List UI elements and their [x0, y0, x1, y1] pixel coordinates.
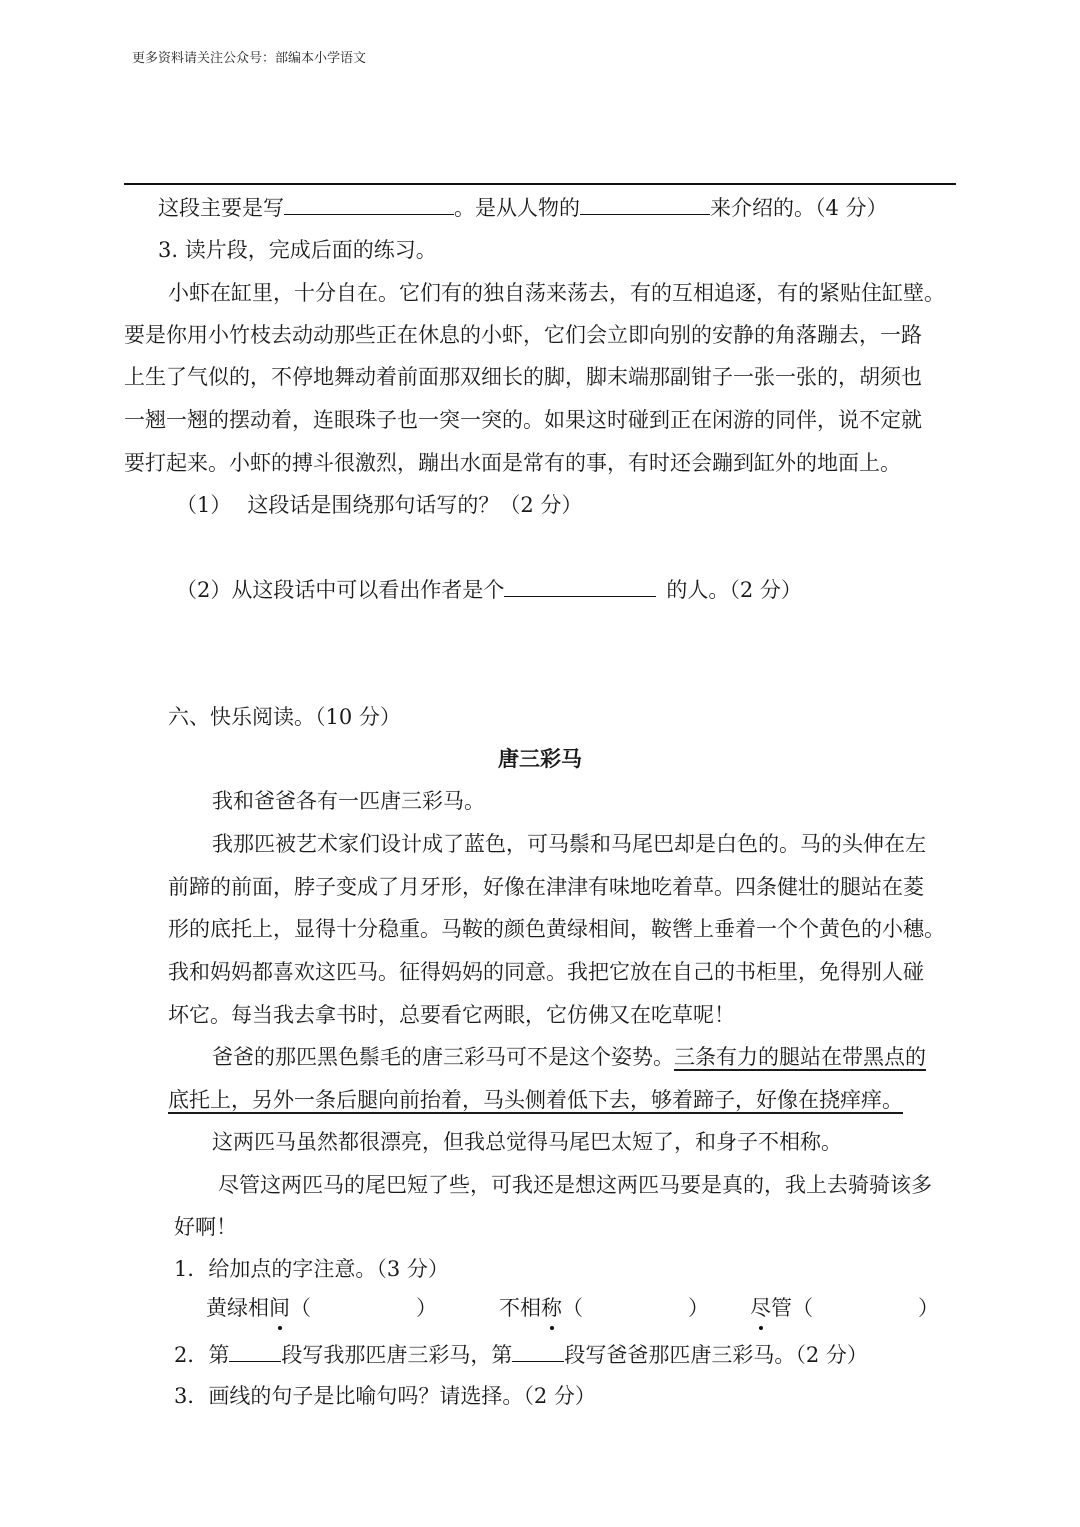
q3-sub1-text: 这段话是围绕那句话写的？（2 分）	[247, 493, 583, 517]
q1-word-2-text: 不相	[499, 1296, 541, 1320]
underlined-sentence-part1: 三条有力的腿站在带黑点的	[674, 1045, 926, 1069]
q1-word-3-text: 管	[771, 1296, 792, 1320]
passage-line: 前蹄的前面，脖子变成了月牙形，好像在津津有味地吃着草。四条健壮的腿站在菱	[168, 875, 924, 899]
underlined-sentence-part2: 底托上，另外一条后腿向前抬着，马头侧着低下去，够着蹄子，好像在挠痒痒。	[168, 1088, 903, 1112]
q2-text-c: 段写爸爸那匹唐三彩马。（2 分）	[564, 1343, 868, 1367]
passage-line: 坏它。每当我去拿书时，总要看它两眼，它仿佛又在吃草呢！	[168, 1003, 735, 1027]
q3-sub2	[176, 574, 802, 605]
q3-sub1-num: （1）	[176, 493, 232, 517]
passage-line: 形的底托上，显得十分稳重。马鞍的颜色黄绿相间，鞍辔上垂着一个个黄色的小穗。	[168, 917, 945, 941]
q1-word-1-text: 黄绿相	[206, 1296, 269, 1320]
q1-word-2	[499, 1293, 709, 1323]
q1-answer-paren-3[interactable]: （ ）	[792, 1296, 939, 1320]
prev-q-text-1: 这段主要是写	[158, 196, 284, 220]
q3-passage-line: 一翘一翘的摆动着，连眼珠子也一突一突的。如果这时碰到正在闲游的同伴，说不定就	[124, 408, 922, 432]
q3-passage-line: 要是你用小竹枝去动动那些正在休息的小虾，它们会立即向别的安静的角落蹦去，一路	[124, 323, 922, 347]
passage-line: 好啊！	[174, 1215, 237, 1239]
prev-q-text-2: 。是从人物的	[454, 196, 580, 220]
page-header: 更多资料请关注公众号：部编本小学语文	[132, 51, 367, 66]
q1-answer-paren-1[interactable]: （ ）	[290, 1296, 437, 1320]
q2-text-b: 段写我那匹唐三彩马，第	[281, 1343, 513, 1367]
prev-question	[158, 192, 888, 223]
passage-line	[168, 1085, 903, 1115]
dotted-char: 尽	[750, 1293, 771, 1323]
prev-q-text-3: 来介绍的。（4 分）	[710, 196, 888, 220]
q1-word-3	[750, 1293, 939, 1323]
passage-line: 尽管这两匹马的尾巴短了些，可我还是想这两匹马要是真的，我上去骑骑该多	[218, 1173, 932, 1197]
q3-sub1	[176, 490, 582, 520]
header-divider	[124, 183, 956, 185]
p3-plain: 爸爸的那匹黑色鬃毛的唐三彩马可不是这个姿势。	[212, 1045, 674, 1069]
q3-sub2-text-1: （2）从这段话中可以看出作者是个	[176, 578, 505, 602]
q1-answer-paren-2[interactable]: （ ）	[562, 1296, 709, 1320]
dotted-char: 称	[541, 1293, 562, 1323]
q2-text-a: 2．第	[174, 1343, 230, 1367]
passage-line: 我和妈妈都喜欢这匹马。征得妈妈的同意。我把它放在自己的书柜里，免得别人碰	[168, 960, 924, 984]
q3-choice-heading: 3．画线的句子是比喻句吗？请选择。（2 分）	[174, 1384, 596, 1408]
answer-blank-5[interactable]	[512, 1339, 564, 1362]
passage-title: 唐三彩马	[498, 746, 582, 771]
passage-line	[212, 1042, 926, 1072]
answer-blank-4[interactable]	[229, 1339, 281, 1362]
dotted-char: 间	[269, 1293, 290, 1323]
q3-heading: 3. 读片段，完成后面的练习。	[158, 238, 437, 262]
q2-line	[174, 1339, 868, 1370]
q3-passage-line: 上生了气似的，不停地舞动着前面那双细长的脚，脚末端那副钳子一张一张的，胡须也	[124, 365, 922, 389]
answer-blank-2[interactable]	[580, 192, 710, 215]
q3-passage-line: 要打起来。小虾的搏斗很激烈，蹦出水面是常有的事，有时还会蹦到缸外的地面上。	[124, 451, 901, 475]
q1-word-1	[206, 1293, 437, 1323]
q3-sub2-text-2: 的人。（2 分）	[666, 578, 802, 602]
q1-heading: 1．给加点的字注意。（3 分）	[174, 1257, 449, 1281]
q3-passage-line: 小虾在缸里，十分自在。它们有的独自荡来荡去，有的互相追逐，有的紧贴住缸壁。	[168, 281, 945, 305]
passage-paragraph: 这两匹马虽然都很漂亮，但我总觉得马尾巴太短了，和身子不相称。	[212, 1130, 842, 1154]
answer-blank-1[interactable]	[284, 192, 454, 215]
section6-heading: 六、快乐阅读。（10 分）	[168, 705, 401, 729]
passage-paragraph: 我和爸爸各有一匹唐三彩马。	[212, 789, 485, 813]
passage-line: 我那匹被艺术家们设计成了蓝色，可马鬃和马尾巴却是白色的。马的头伸在左	[212, 832, 926, 856]
answer-blank-3[interactable]	[504, 574, 656, 597]
